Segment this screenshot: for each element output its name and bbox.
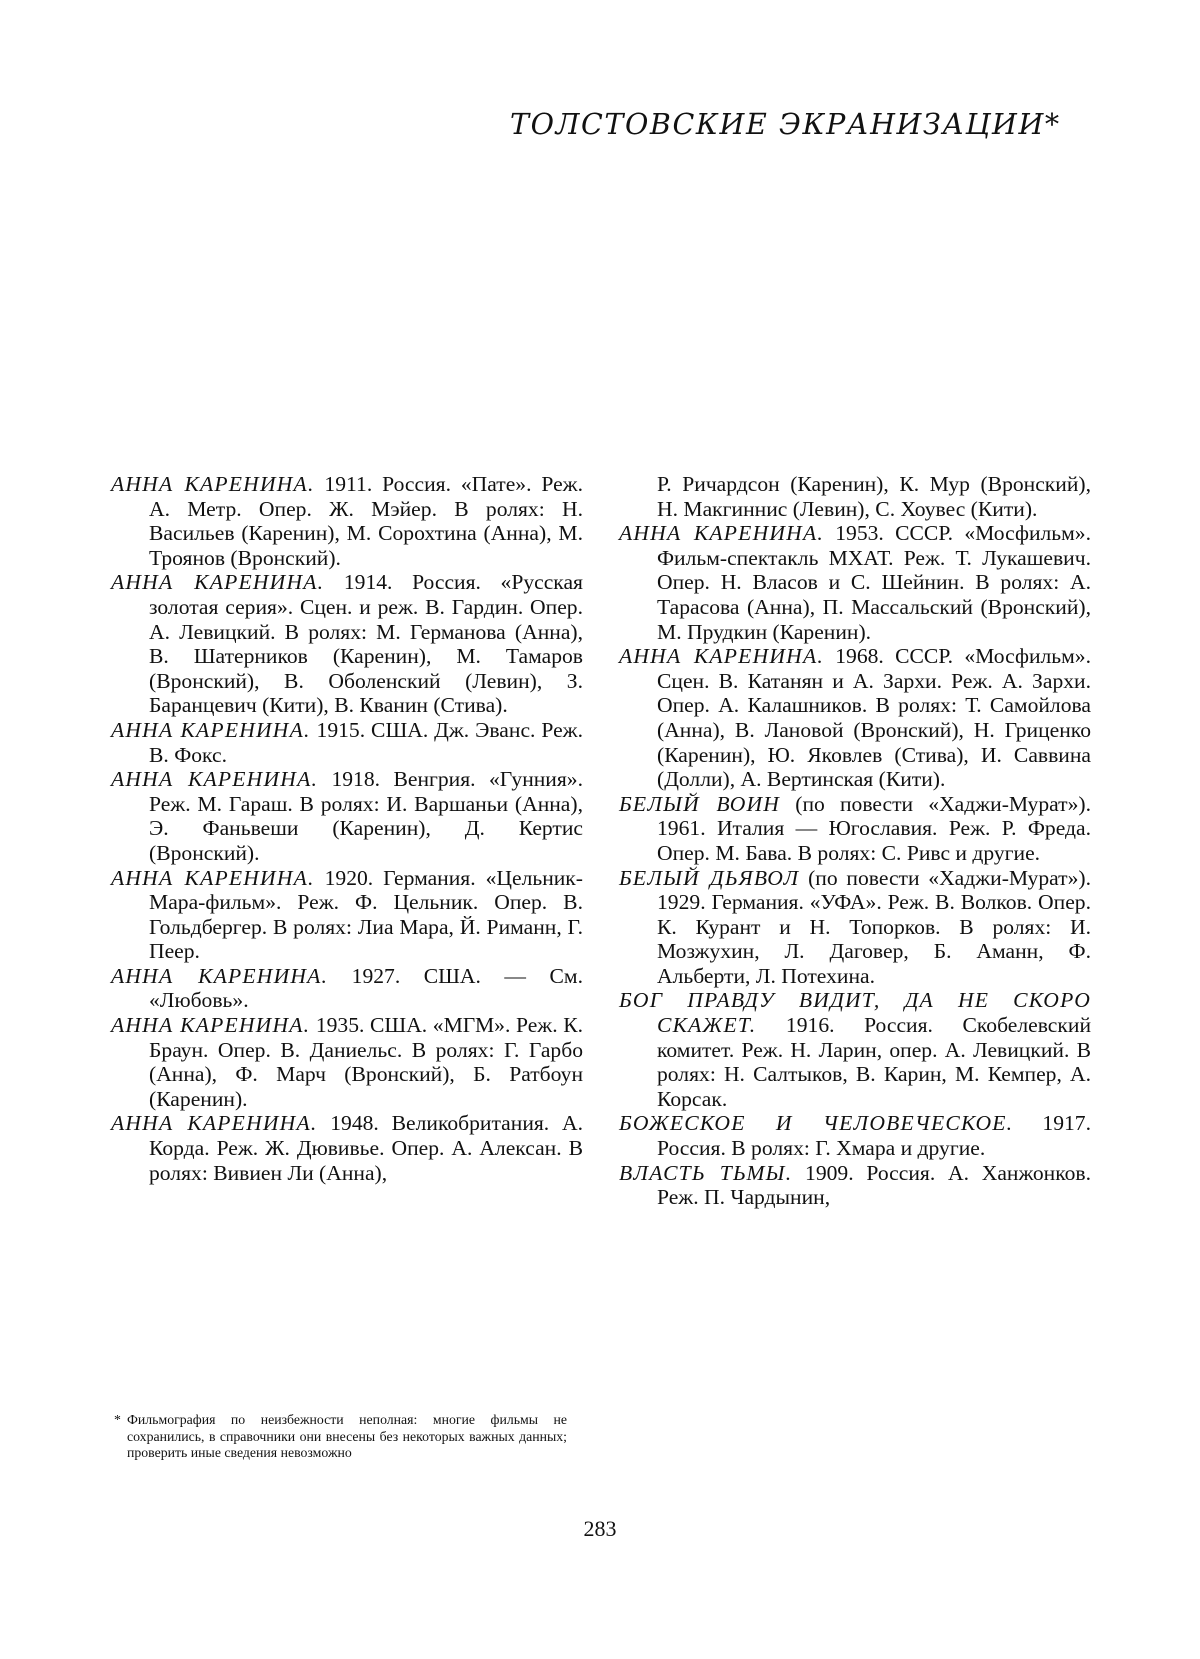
film-title: АННА КАРЕНИНА.	[619, 521, 824, 546]
continued-entry: Р. Ричардсон (Каренин), К. Мур (Вронский), Н. Макгиннис (Левин), С. Хоувес (Кити).	[657, 472, 1091, 521]
filmography-entry	[111, 1013, 583, 1111]
filmography-entry	[619, 644, 1091, 792]
film-details: 1915. США. Дж. Эванс. Реж. В. Фокс.	[149, 717, 583, 767]
filmography-entry	[111, 472, 583, 570]
filmography-entry	[619, 866, 1091, 989]
film-details: 1918. Венгрия. «Гунния». Реж. М. Гараш. В ролях: И. Варшаньи (Анна), Э. Фаньвеши (Каренин), Д. Кертис (Вронский).	[149, 767, 583, 865]
film-details: 1927. США. — См. «Любовь».	[149, 963, 583, 1013]
filmography-entry	[111, 570, 583, 718]
right-column	[619, 472, 1091, 1210]
filmography-entry	[619, 988, 1091, 1111]
film-title: АННА КАРЕНИНА.	[111, 767, 319, 792]
filmography-entry	[619, 521, 1091, 644]
footnote-text: Фильмография по неизбежности неполная: многие фильмы не сохранились, в справочники они внесены без некоторых важных данных; проверить иные сведения невозможно	[127, 1412, 567, 1461]
filmography-entry	[111, 866, 583, 964]
filmography-entry	[111, 964, 583, 1013]
film-details: 1916. Россия. Скобелевский комитет. Реж. Н. Ларин, опер. А. Левицкий. В ролях: Н. Салтыков, В. Карин, М. Кемпер, А. Корсак.	[657, 1013, 1091, 1111]
film-title: АННА КАРЕНИНА.	[111, 472, 315, 496]
filmography-entry	[619, 792, 1091, 866]
page-title: ТОЛСТОВСКИЕ ЭКРАНИЗАЦИИ*	[510, 108, 1061, 141]
film-title: БОЖЕСКОЕ И ЧЕЛОВЕЧЕСКОЕ.	[619, 1111, 1014, 1136]
film-details: 1911. Россия. «Пате». Реж. А. Метр. Опер. Ж. Мэйер. В ролях: Н. Васильев (Каренин), М. Сорохтина (Анна), М. Троянов (Вронский).	[149, 472, 583, 570]
film-title: БЕЛЫЙ ВОИН	[619, 791, 781, 816]
filmography-entry	[619, 1161, 1091, 1210]
film-details: 1968. СССР. «Мосфильм». Сцен. В. Катанян и А. Зархи. Реж. А. Зархи. Опер. А. Калашников. В ролях: Т. Самойлова (Анна), В. Лановой (Вронский), Н. Гриценко (Каренин), Ю. Яковлев (Стива), И. Саввина (Долли), А. Вертинская (Кити).	[657, 644, 1091, 792]
film-title: БОГ ПРАВДУ ВИДИТ, ДА НЕ СКОРО СКАЖЕТ.	[619, 988, 1091, 1038]
film-details: 1914. Россия. «Русская золотая серия». Сцен. и реж. В. Гардин. Опер. А. Левицкий. В ролях: М. Германова (Анна), В. Шатерников (Каренин), М. Тамаров (Вронский), В. Оболенский (Левин), З. Баранцевич (Кити), В. Кванин (Стива).	[149, 570, 583, 718]
film-title: АННА КАРЕНИНА.	[111, 717, 311, 742]
film-details: 1948. Великобритания. А. Корда. Реж. Ж. Дювивье. Опер. А. Алексан. В ролях: Вивиен Ли (Анна),	[149, 1111, 583, 1185]
film-title: АННА КАРЕНИНА.	[111, 1013, 311, 1038]
film-details: 1920. Германия. «Цельник-Мара-фильм». Реж. Ф. Цельник. Опер. В. Гольдбергер. В ролях: Лиа Мара, Й. Риманн, Г. Пеер.	[149, 865, 583, 964]
film-title: АННА КАРЕНИНА.	[111, 963, 329, 988]
film-details: (по повести «Хаджи-Мурат»). 1961. Италия — Югославия. Реж. Р. Фреда. Опер. М. Бава. В ролях: С. Ривс и другие.	[657, 791, 1091, 865]
filmography-entry	[111, 1111, 583, 1185]
film-title: БЕЛЫЙ ДЬЯВОЛ	[619, 865, 800, 890]
filmography-entry	[619, 1111, 1091, 1160]
footnote	[114, 1412, 567, 1462]
film-details: 1909. Россия. А. Ханжонков. Реж. П. Чардынин,	[657, 1160, 1091, 1210]
film-title: АННА КАРЕНИНА.	[111, 570, 325, 595]
filmography-entry	[111, 718, 583, 767]
filmography-entry	[111, 767, 583, 865]
film-title: ВЛАСТЬ ТЬМЫ.	[619, 1160, 793, 1185]
footnote-marker: *	[114, 1412, 121, 1427]
film-details: (по повести «Хаджи-Мурат»). 1929. Германия. «УФА». Реж. В. Волков. Опер. К. Курант и Н. Топорков. В ролях: И. Мозжухин, Л. Даговер, Б. Аманн, Ф. Альберти, Л. Потехина.	[657, 865, 1091, 988]
film-details: 1935. США. «МГМ». Реж. К. Браун. Опер. В. Даниельс. В ролях: Г. Гарбо (Анна), Ф. Марч (Вронский), Б. Ратбоун (Каренин).	[149, 1013, 583, 1111]
film-details: 1917. Россия. В ролях: Г. Хмара и другие.	[657, 1111, 1091, 1161]
film-title: АННА КАРЕНИНА.	[111, 1111, 318, 1136]
film-title: АННА КАРЕНИНА.	[619, 644, 824, 669]
page-number: 283	[583, 1516, 617, 1541]
film-title: АННА КАРЕНИНА.	[111, 865, 315, 890]
left-column	[111, 472, 583, 1185]
film-details: 1953. СССР. «Мосфильм». Фильм-спектакль МХАТ. Реж. Т. Лукашевич. Опер. Н. Власов и С. Шейнин. В ролях: А. Тарасова (Анна), П. Массальский (Вронский), М. Прудкин (Каренин).	[657, 521, 1091, 644]
